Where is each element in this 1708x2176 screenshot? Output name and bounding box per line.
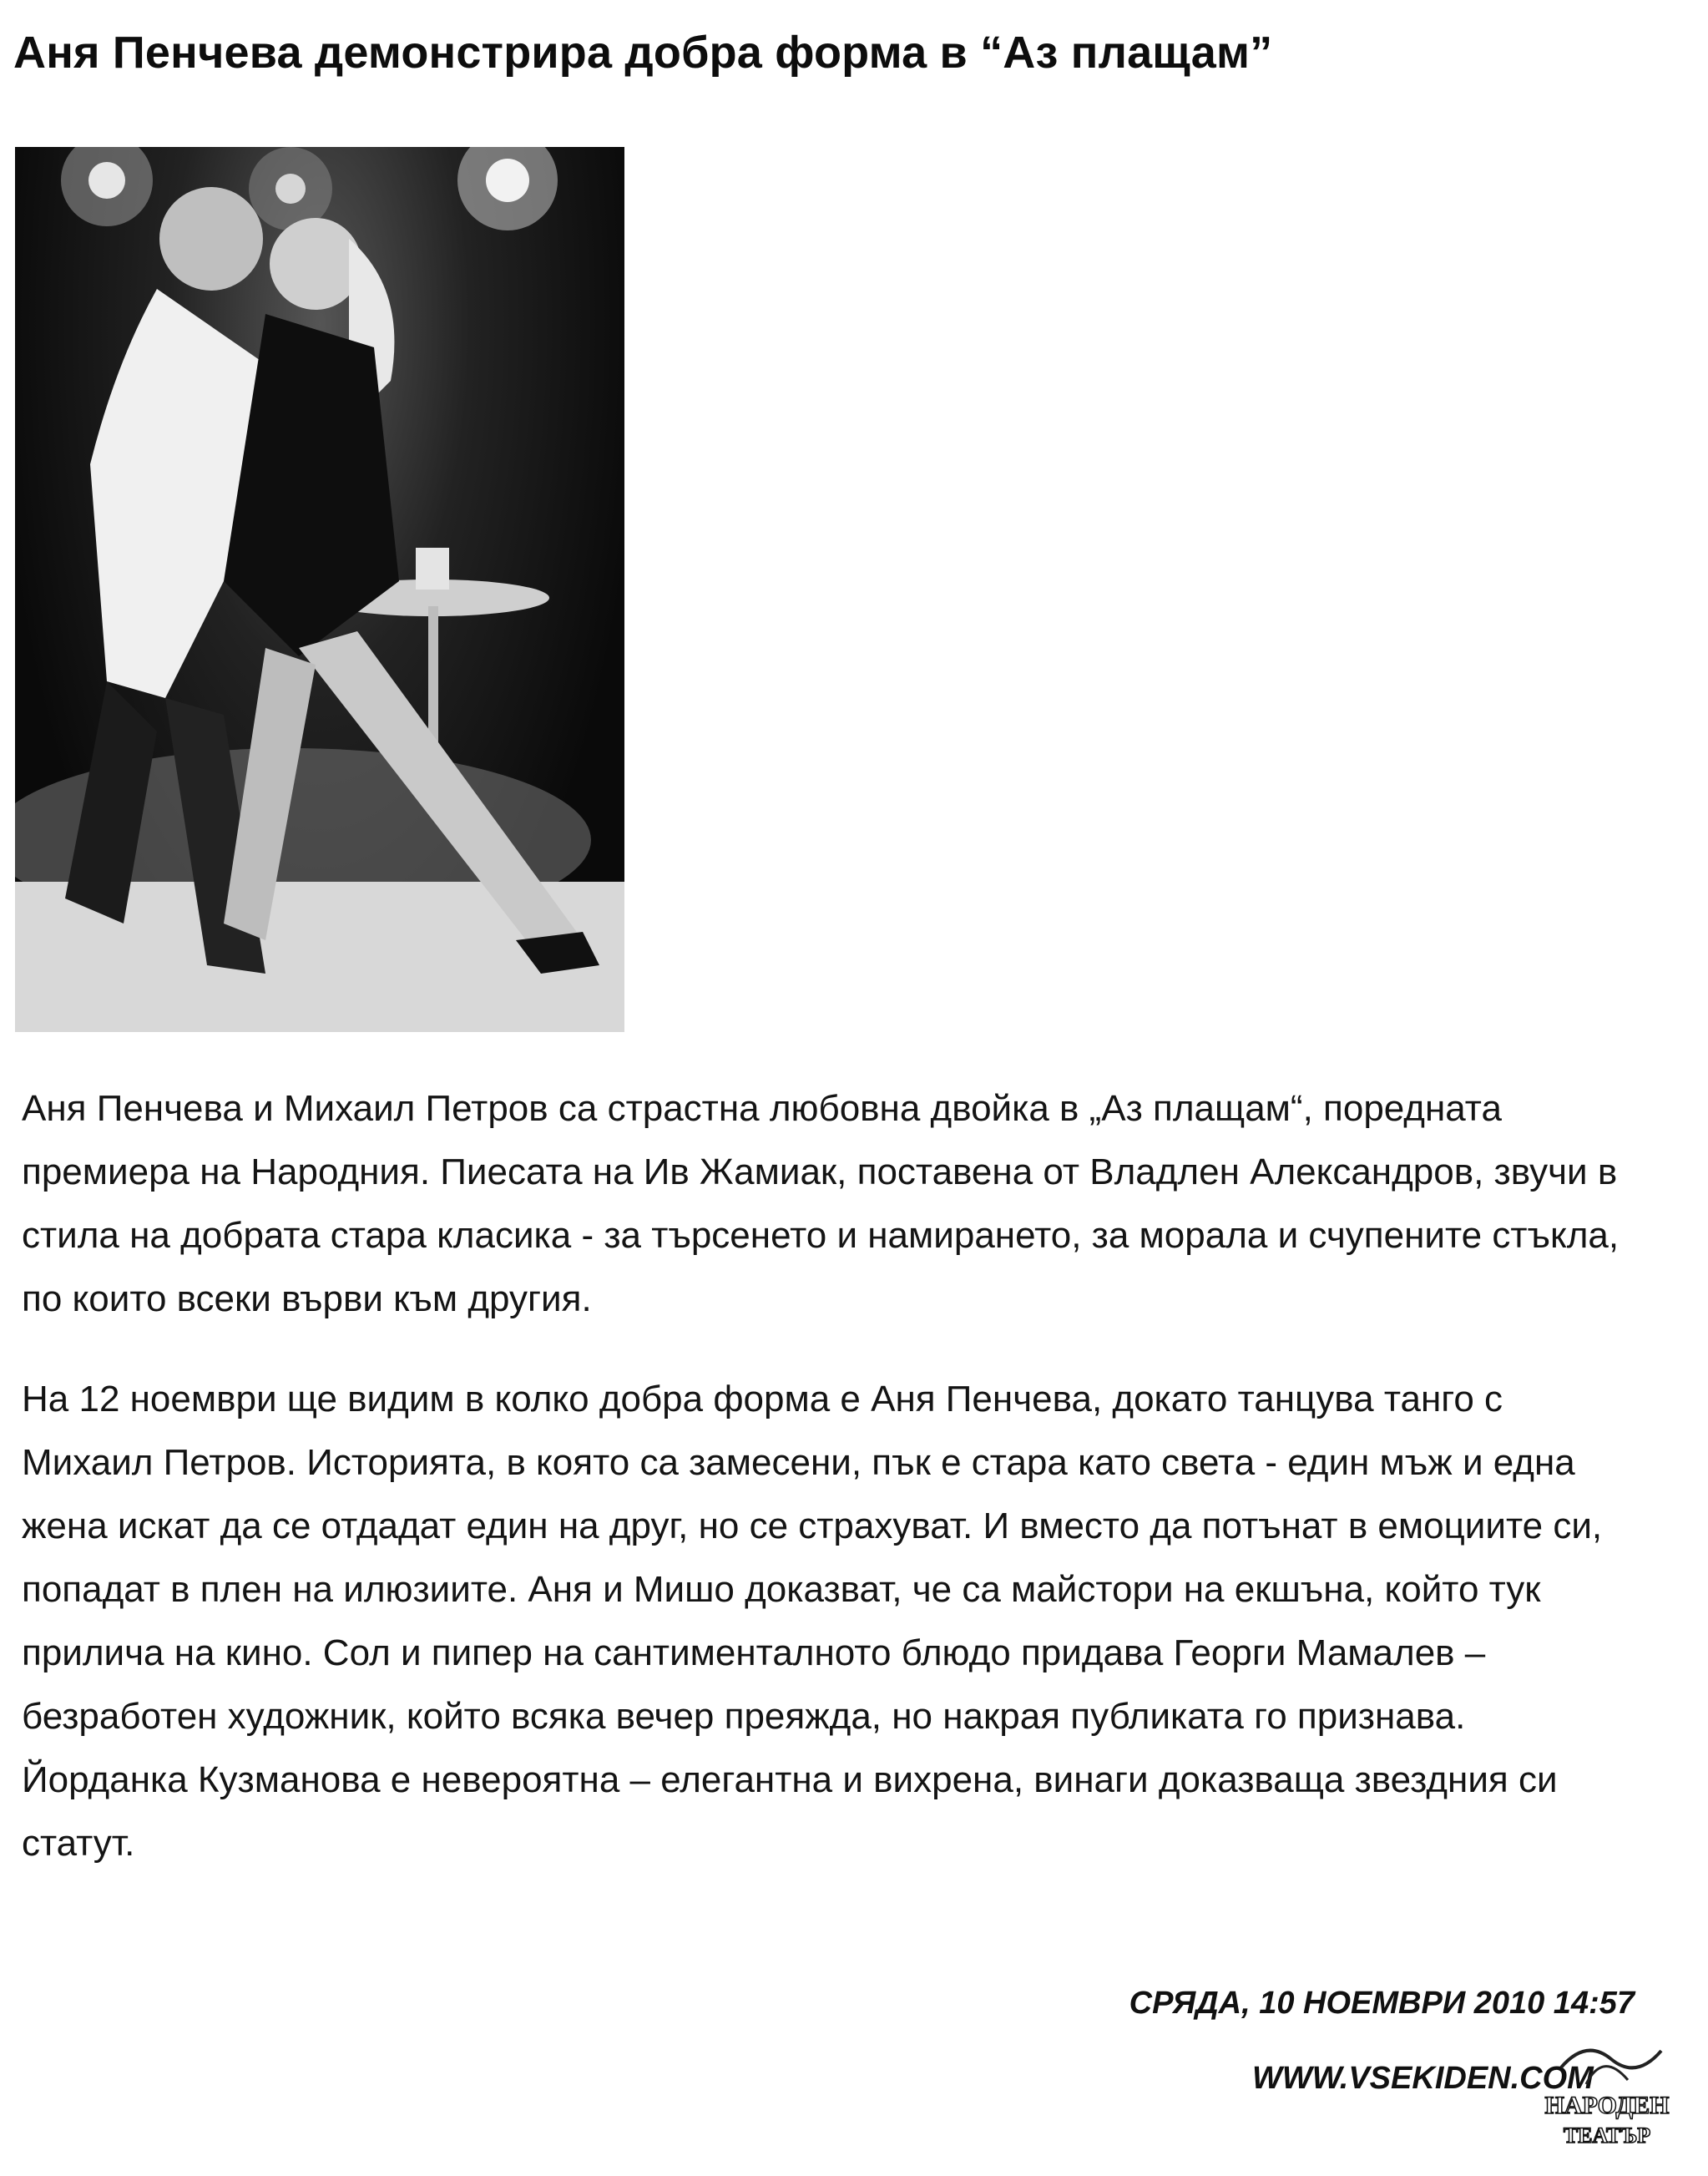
article-title: Аня Пенчева демонстрира добра форма в “Аз плащам” — [13, 28, 1273, 78]
article-dateline: СРЯДА, 10 НОЕМВРИ 2010 14:57 — [1129, 1986, 1635, 2021]
article-source: WWW.VSEKIDEN.COM — [1252, 2061, 1594, 2096]
article-paragraph-1: Аня Пенчева и Михаил Петров са страстна любовна двойка в „Аз плащам“, поредната премиера на Народния. Пиесата на Ив Жамиак, поставена от Владлен Александров, звучи в стила на добрата стара класика - за търсенето и намирането, за морала и счупените стъкла, по които всеки върви към другия. — [22, 1088, 1620, 1319]
article-photo — [15, 147, 624, 1032]
stamp-line2: ТЕАТЪР — [1563, 2123, 1651, 2148]
article-body — [22, 1077, 1641, 1912]
dancing-couple-photo-icon — [15, 147, 624, 1032]
stamp-line1: НАРОДЕН — [1544, 2092, 1670, 2119]
article-paragraph-2: На 12 ноември ще видим в колко добра форма е Аня Пенчева, докато танцува танго с Михаил Петров. Историята, в която са замесени, пък е стара като света - един мъж и една жена искат да се отдадат един на друг, но се страхуват. И вместо да потънат в емоциите си, попадат в плен на илюзиите. Аня и Мишо доказват, че са майстори на екшъна, който тук прилича на кино. Сол и пипер на сантименталното блюдо придава Георги Мамалев – безработен художник, който всяка вечер преяжда, но накрая публиката го признава. Йорданка Кузманова е невероятна – елегантна и вихрена, винаги доказваща звездния си статут. — [22, 1379, 1603, 1864]
theatre-stamp-logo — [1536, 2034, 1678, 2159]
